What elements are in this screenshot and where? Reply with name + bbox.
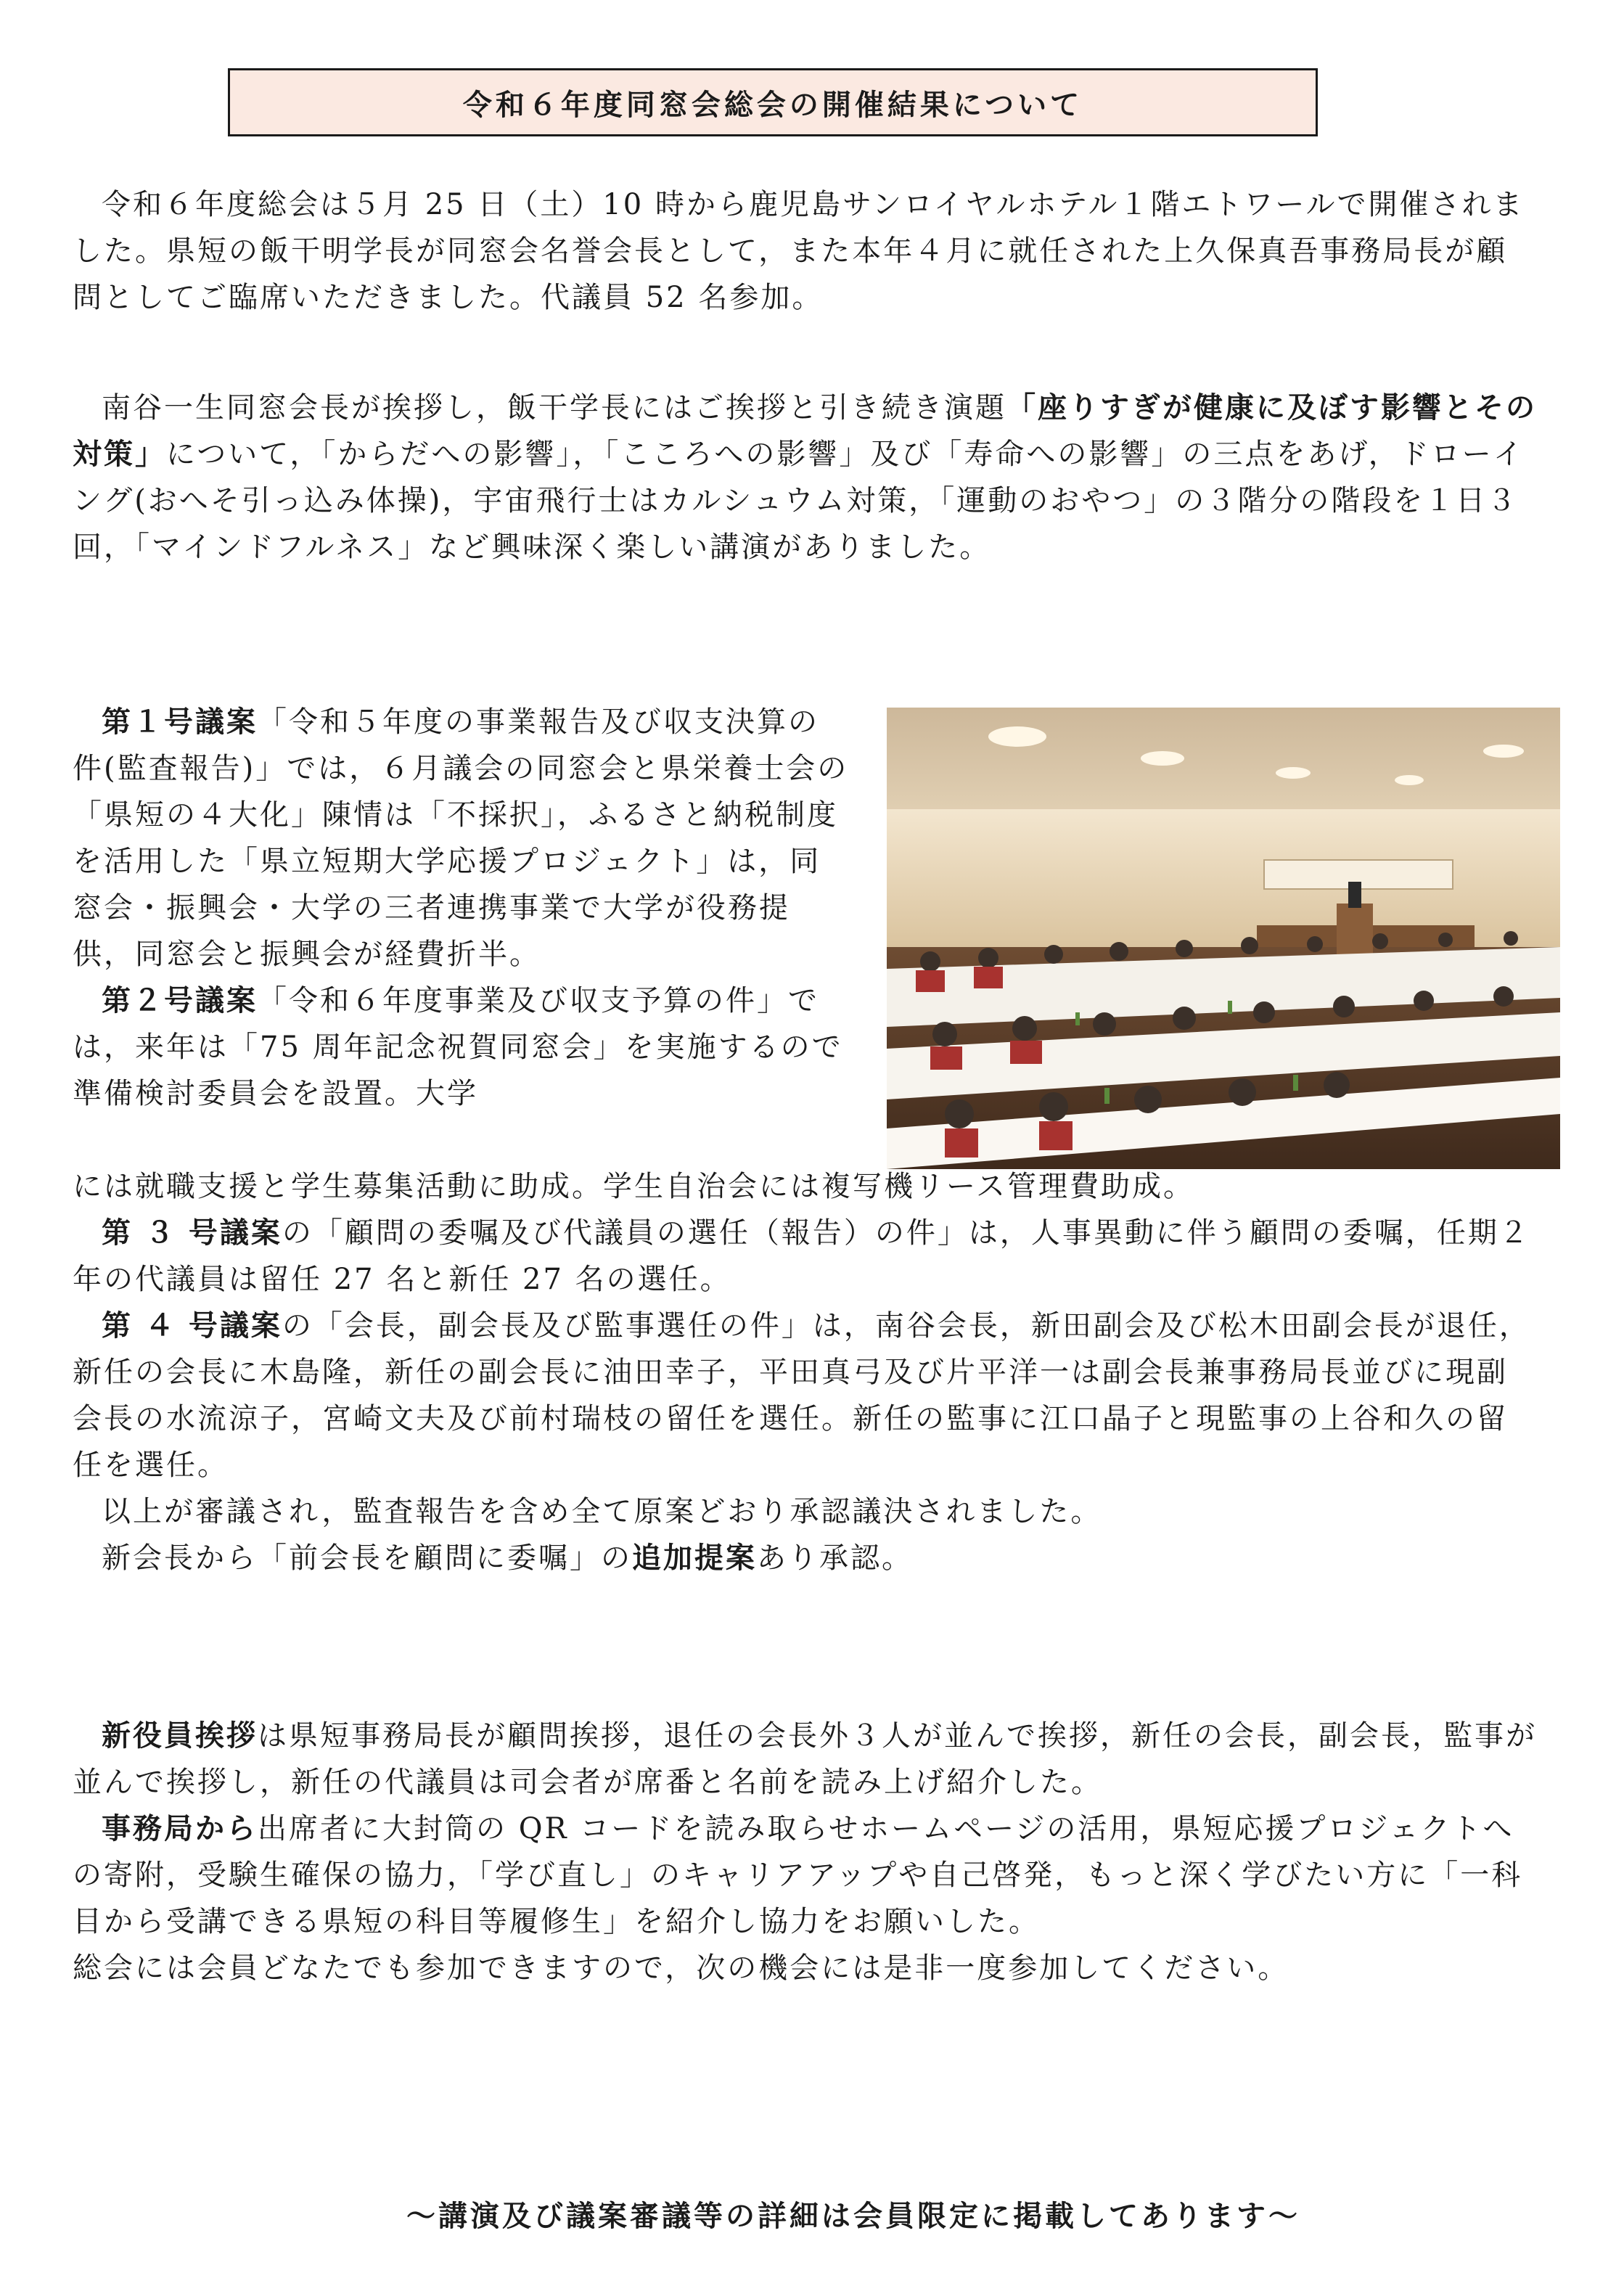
agenda-continuation-section (73, 1163, 1538, 1581)
agenda-1-text: 「令和５年度の事業報告及び収支決算の件(監査報告)」では，６月議会の同窓会と県栄養士会の「県短の４大化」陳情は「不採択」，ふるさと納税制度を活用した「県立短期大学応援プロジェクト」は，同窓会・振興会・大学の三者連携事業で大学が役務提供，同窓会と振興会が経費折半。 (73, 705, 849, 971)
agenda-3-paragraph (73, 1210, 1538, 1303)
approval-paragraph: 以上が審議され，監査報告を含め全て原案どおり承認議決されました。 (102, 1495, 1102, 1528)
proposal-pre: 新会長から「前会長を顧問に委嘱」の (102, 1541, 632, 1575)
footer-note: ～講演及び議案審議等の詳細は会員限定に掲載してあります～ (406, 2200, 1300, 2233)
agenda-1-paragraph (73, 699, 849, 978)
greeting-label: 新役員挨拶 (102, 1719, 258, 1753)
agenda-1-label: 第１号議案 (102, 705, 258, 739)
lecture-section (73, 385, 1538, 570)
meeting-photo-illustration (887, 708, 1560, 1169)
agenda-3-label: 第 ３ 号議案 (102, 1216, 282, 1250)
office-label: 事務局から (102, 1812, 258, 1845)
lecture-paragraph (73, 385, 1538, 570)
summary-paragraph: 令和６年度総会は５月 25 日（土）10 時から鹿児島サンロイヤルホテル１階エトワールで開催されました。県短の飯干明学長が同窓会名誉会長として，また本年４月に就任された上久保真吾事務局長が顧問としてご臨席いただきました。代議員 52 名参加。 (73, 188, 1525, 314)
greeting-text: は県短事務局長が顧問挨拶，退任の会長外３人が並んで挨拶，新任の会長，副会長，監事が並んで挨拶し，新任の代議員は司会者が席番と名前を読み上げ紹介した。 (73, 1719, 1537, 1799)
proposal-post: あり承認。 (757, 1541, 913, 1575)
agenda-2-continuation: には就職支援と学生募集活動に助成。学生自治会には複写機リース管理費助成。 (73, 1170, 1194, 1203)
lecture-lead: 南谷一生同窓会長が挨拶し，飯干学長にはご挨拶と引き続き演題 (102, 391, 1006, 425)
summary-section (73, 181, 1538, 321)
lecture-rest: について，「からだへの影響」，「こころへの影響」及び「寿命への影響」の三点をあげ，ドローイング(おへそ引っ込み体操)，宇宙飛行士はカルシュウム対策，「運動のおやつ」の３階分の階段を１日３回，「マインドフルネス」など興味深く楽しい講演がありました。 (73, 438, 1525, 564)
closing-section (73, 1713, 1538, 1991)
agenda-3-text: の「顧問の委嘱及び代議員の選任（報告）の件」は，人事異動に伴う顧問の委嘱，任期２年の代議員は留任 27 名と新任 27 名の選任。 (73, 1216, 1530, 1296)
agenda-2-label: 第２号議案 (102, 984, 258, 1017)
meeting-photo (887, 708, 1560, 1169)
agenda-4-text: の「会長，副会長及び監事選任の件」は，南谷会長，新田副会及び松木田副会長が退任，新任の会長に木島隆，新任の副会長に油田幸子，平田真弓及び片平洋一は副会長兼事務局長並びに現副会長の水流涼子，宮崎文夫及び前村瑞枝の留任を選任。新任の監事に江口晶子と現監事の上谷和久の留任を選任。 (73, 1309, 1530, 1482)
page-title: 令和６年度同窓会総会の開催結果について (228, 68, 1318, 136)
agenda-2-paragraph (73, 978, 849, 1117)
lecture-title: 「座りすぎが健康に及ぼす影響とその対策」 (73, 391, 1537, 471)
agenda-1-section (73, 699, 849, 1117)
agenda-2-text-a: 「令和６年度事業及び収支予算の件」では，来年は「75 周年記念祝賀同窓会」を実施するので準備検討委員会を設置。大学 (73, 984, 843, 1110)
agenda-4-paragraph (73, 1303, 1538, 1488)
proposal-paragraph (73, 1535, 1538, 1581)
closing-paragraph: 総会には会員どなたでも参加できますので，次の機会には是非一度参加してください。 (73, 1951, 1289, 1985)
office-text: 出席者に大封筒の QR コードを読み取らせホームページの活用，県短応援プロジェクトへの寄附，受験生確保の協力，「学び直し」のキャリアアップや自己啓発，もっと深く学びたい方に「一科目から受講できる県短の科目等履修生」を紹介し協力をお願いした。 (73, 1812, 1523, 1938)
greeting-paragraph (73, 1713, 1538, 1806)
office-paragraph (73, 1806, 1538, 1945)
proposal-bold: 追加提案 (632, 1541, 757, 1575)
agenda-4-label: 第 ４ 号議案 (102, 1309, 282, 1343)
